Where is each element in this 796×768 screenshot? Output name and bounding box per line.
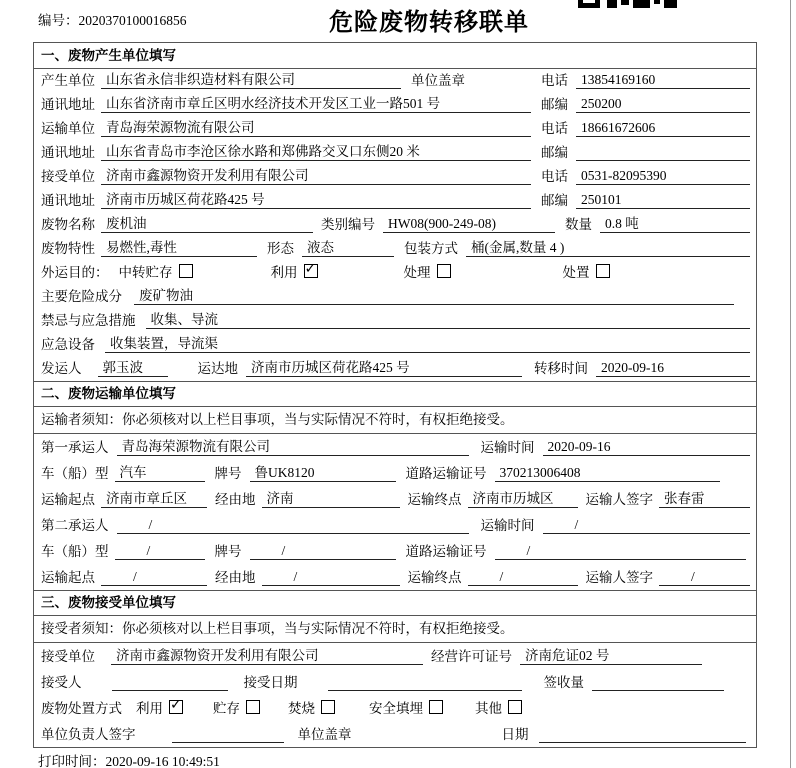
field-label: 运输时间 xyxy=(480,440,535,455)
field-label: 电话 xyxy=(541,73,568,88)
row-left xyxy=(41,164,541,185)
producer-phone-value: 13854169160 xyxy=(576,72,750,89)
row-transporter xyxy=(34,117,756,141)
receiver-phone-value: 0531-82095390 xyxy=(576,168,750,185)
page-edge-line xyxy=(790,0,791,768)
carrier1-time-value: 2020-09-16 xyxy=(543,439,751,456)
field-label: 形态 xyxy=(267,241,294,256)
field-label: 废物名称 xyxy=(41,217,95,232)
plate2-value: / xyxy=(250,543,396,560)
field-label: 运输终点 xyxy=(407,492,462,507)
transporter-sign2-value: / xyxy=(659,569,750,586)
field-label: 转移时间 xyxy=(534,361,588,376)
field-label: 运输单位 xyxy=(41,121,95,136)
option-label: 焚烧 xyxy=(288,701,315,716)
section-producer xyxy=(34,43,756,381)
field-label: 运输起点 xyxy=(41,570,95,585)
row-carrier1 xyxy=(34,434,756,460)
field-label: 应急设备 xyxy=(41,337,95,352)
field-label: 运输人签字 xyxy=(585,492,653,507)
row-purpose xyxy=(34,261,756,285)
dest-value: 济南市历城区荷花路425 号 xyxy=(246,356,522,377)
row-producer xyxy=(34,69,756,93)
checkbox xyxy=(596,264,610,278)
qty-value: 0.8 吨 xyxy=(600,212,750,233)
row-taboo xyxy=(34,309,756,333)
qr-code-fragment-icon xyxy=(578,0,681,10)
print-time-label: 打印时间： xyxy=(38,754,106,768)
field-label: 单位盖章 xyxy=(411,73,465,88)
row-left xyxy=(41,92,541,113)
waste-name-value: 废机油 xyxy=(101,212,313,233)
field-label: 产生单位 xyxy=(41,73,95,88)
field-label: 道路运输证号 xyxy=(405,544,487,559)
terminus-value: 济南市历城区 xyxy=(468,487,578,508)
option-label: 处理 xyxy=(403,265,431,280)
qr-block xyxy=(633,0,650,8)
field-label: 通讯地址 xyxy=(41,97,95,112)
row-shipper xyxy=(34,357,756,381)
receiver-zip-value: 250101 xyxy=(576,192,750,209)
section-receiver xyxy=(34,590,756,747)
field-label: 接受单位 xyxy=(41,169,95,184)
checkbox xyxy=(169,700,183,714)
row-equipment xyxy=(34,333,756,357)
field-label: 主要危险成分 xyxy=(41,289,122,304)
field-label: 经营许可证号 xyxy=(431,649,512,664)
qr-block xyxy=(578,0,600,8)
disposal-option xyxy=(136,697,183,717)
field-label: 运输终点 xyxy=(407,570,462,585)
field-label: 运达地 xyxy=(197,361,238,376)
form-value: 液态 xyxy=(302,236,394,257)
packing-value: 桶(金属,数量 4 ) xyxy=(466,236,750,257)
field-label: 道路运输证号 xyxy=(405,466,487,481)
option-label: 中转贮存 xyxy=(118,265,173,280)
row-waste-character xyxy=(34,237,756,261)
field-label: 电话 xyxy=(541,169,568,184)
manager-sign-value xyxy=(172,727,284,743)
field-label: 牌号 xyxy=(214,466,242,481)
page-title: 危险废物转移联单 xyxy=(329,9,529,36)
field-label: 日期 xyxy=(501,727,529,742)
date-value xyxy=(539,727,747,743)
checkbox xyxy=(429,700,443,714)
field-label: 通讯地址 xyxy=(41,193,95,208)
origin2-value: / xyxy=(101,569,207,586)
field-label: 经由地 xyxy=(215,492,256,507)
via2-value: / xyxy=(262,569,400,586)
receiver-value: 济南市鑫源物资开发利用有限公司 xyxy=(101,164,531,185)
field-label: 接受日期 xyxy=(243,675,298,690)
disposal-option xyxy=(213,697,260,717)
disposal-option xyxy=(369,697,443,717)
field-label: 牌号 xyxy=(214,544,242,559)
purpose-option xyxy=(119,261,193,281)
field-label: 类别编号 xyxy=(321,217,375,232)
checkbox xyxy=(179,264,193,278)
field-label: 数量 xyxy=(565,217,592,232)
row-left xyxy=(41,188,541,209)
receive-unit-value: 济南市鑫源物资开发利用有限公司 xyxy=(111,644,423,665)
road-permit-value: 370213006408 xyxy=(495,465,721,482)
transporter-address-value: 山东省青岛市李沧区徐水路和郑佛路交叉口东侧20 米 xyxy=(101,140,531,161)
checkbox xyxy=(304,264,318,278)
field-label: 发运人 xyxy=(41,361,82,376)
transporter-sign-value: 张春雷 xyxy=(659,487,750,508)
carrier1-value: 青岛海荣源物流有限公司 xyxy=(117,435,469,456)
checkbox xyxy=(508,700,522,714)
category-value: HW08(900-249-08) xyxy=(383,216,555,233)
transfer-time-value: 2020-09-16 xyxy=(596,360,750,377)
field-label: 外运目的： xyxy=(41,265,109,280)
transporter-phone-value: 18661672606 xyxy=(576,120,750,137)
field-label: 接受单位 xyxy=(41,649,95,664)
hazard-value: 废矿物油 xyxy=(134,284,734,305)
field-label: 第一承运人 xyxy=(41,440,109,455)
field-label: 运输时间 xyxy=(480,518,535,533)
license-value: 济南危证02 号 xyxy=(520,644,702,665)
qr-block xyxy=(654,0,660,4)
producer-address-value: 山东省济南市章丘区明水经济技术开发区工业一路501 号 xyxy=(101,92,531,113)
via-value: 济南 xyxy=(262,487,400,508)
row-carrier2-route xyxy=(34,564,756,590)
field-label: 单位盖章 xyxy=(297,727,352,742)
transport-notice: 运输者须知：你必须核对以上栏目事项，当与实际情况不符时，有权拒绝接受。 xyxy=(34,407,756,434)
road-permit2-value: / xyxy=(495,543,747,560)
transporter-zip-value xyxy=(576,145,750,161)
checkbox xyxy=(246,700,260,714)
section1-header: 一、废物产生单位填写 xyxy=(34,43,756,69)
manifest-form xyxy=(33,42,757,748)
field-label: 签收量 xyxy=(543,675,584,690)
acceptor-value xyxy=(112,675,228,691)
section2-header: 二、废物运输单位填写 xyxy=(34,381,756,407)
receiver-notice: 接受者须知：你必须核对以上栏目事项，当与实际情况不符时，有权拒绝接受。 xyxy=(34,616,756,643)
field-label: 电话 xyxy=(541,121,568,136)
serial-number: 2020370100016856 xyxy=(78,13,187,28)
section3-header: 三、废物接受单位填写 xyxy=(34,590,756,616)
field-label: 邮编 xyxy=(541,97,568,112)
qr-block xyxy=(607,0,617,8)
field-label: 第二承运人 xyxy=(41,518,109,533)
row-left xyxy=(41,68,541,89)
terminus2-value: / xyxy=(468,569,578,586)
shipper-value: 郭玉波 xyxy=(98,356,168,377)
field-label: 禁忌与应急措施 xyxy=(41,313,136,328)
row-disposal xyxy=(34,695,756,721)
option-label: 其他 xyxy=(475,701,502,716)
field-label: 单位负责人签字 xyxy=(41,727,136,742)
print-time-value: 2020-09-16 10:49:51 xyxy=(105,754,220,768)
field-label: 通讯地址 xyxy=(41,145,95,160)
purpose-option xyxy=(404,261,451,281)
field-label: 车（船）型 xyxy=(41,544,109,559)
receiver-address-value: 济南市历城区荷花路425 号 xyxy=(101,188,531,209)
row-left xyxy=(41,140,541,161)
option-label: 处置 xyxy=(562,265,590,280)
row-hazard xyxy=(34,285,756,309)
option-label: 贮存 xyxy=(213,701,240,716)
disposal-option xyxy=(288,697,335,717)
row-waste-name xyxy=(34,213,756,237)
print-time-line xyxy=(38,750,220,768)
carrier2-time-value: / xyxy=(543,517,751,534)
row-producer-address xyxy=(34,93,756,117)
row-carrier1-vehicle xyxy=(34,460,756,486)
row-carrier2-vehicle xyxy=(34,538,756,564)
section-transport xyxy=(34,381,756,590)
accept-date-value xyxy=(328,675,522,691)
field-label: 接受人 xyxy=(41,675,82,690)
row-transporter-address xyxy=(34,141,756,165)
field-label: 运输人签字 xyxy=(585,570,653,585)
qr-block xyxy=(664,0,677,8)
plate-value: 鲁UK8120 xyxy=(250,461,396,482)
received-qty-value xyxy=(592,675,724,691)
producer-value: 山东省永信非织造材料有限公司 xyxy=(101,68,401,89)
row-left xyxy=(41,116,541,137)
row-acceptor xyxy=(34,669,756,695)
field-label: 包装方式 xyxy=(404,241,458,256)
vehicle2-value: / xyxy=(115,543,205,560)
character-value: 易燃性,毒性 xyxy=(101,236,257,257)
field-label: 邮编 xyxy=(541,193,568,208)
field-label: 废物特性 xyxy=(41,241,95,256)
producer-zip-value: 250200 xyxy=(576,96,750,113)
checkbox xyxy=(321,700,335,714)
option-label: 利用 xyxy=(136,701,163,716)
transporter-value: 青岛海荣源物流有限公司 xyxy=(101,116,531,137)
field-label: 车（船）型 xyxy=(41,466,109,481)
option-label: 安全填埋 xyxy=(369,701,423,716)
field-label: 邮编 xyxy=(541,145,568,160)
field-label: 废物处置方式 xyxy=(41,701,122,716)
row-receiver-address xyxy=(34,189,756,213)
serial-label: 编号： xyxy=(38,13,79,28)
field-label: 经由地 xyxy=(215,570,256,585)
vehicle-value: 汽车 xyxy=(115,461,205,482)
field-label: 运输起点 xyxy=(41,492,95,507)
row-receiver xyxy=(34,165,756,189)
purpose-option xyxy=(563,261,610,281)
row-manager-sign xyxy=(34,721,756,747)
row-carrier2 xyxy=(34,512,756,538)
option-label: 利用 xyxy=(270,265,298,280)
origin-value: 济南市章丘区 xyxy=(101,487,207,508)
purpose-option xyxy=(271,261,318,281)
checkbox xyxy=(437,264,451,278)
row-receive-unit xyxy=(34,643,756,669)
equipment-value: 收集装置，导流渠 xyxy=(105,332,750,353)
row-carrier1-route xyxy=(34,486,756,512)
carrier2-value: / xyxy=(117,517,469,534)
taboo-value: 收集、导流 xyxy=(146,308,751,329)
disposal-option xyxy=(475,697,522,717)
qr-block xyxy=(621,0,629,5)
